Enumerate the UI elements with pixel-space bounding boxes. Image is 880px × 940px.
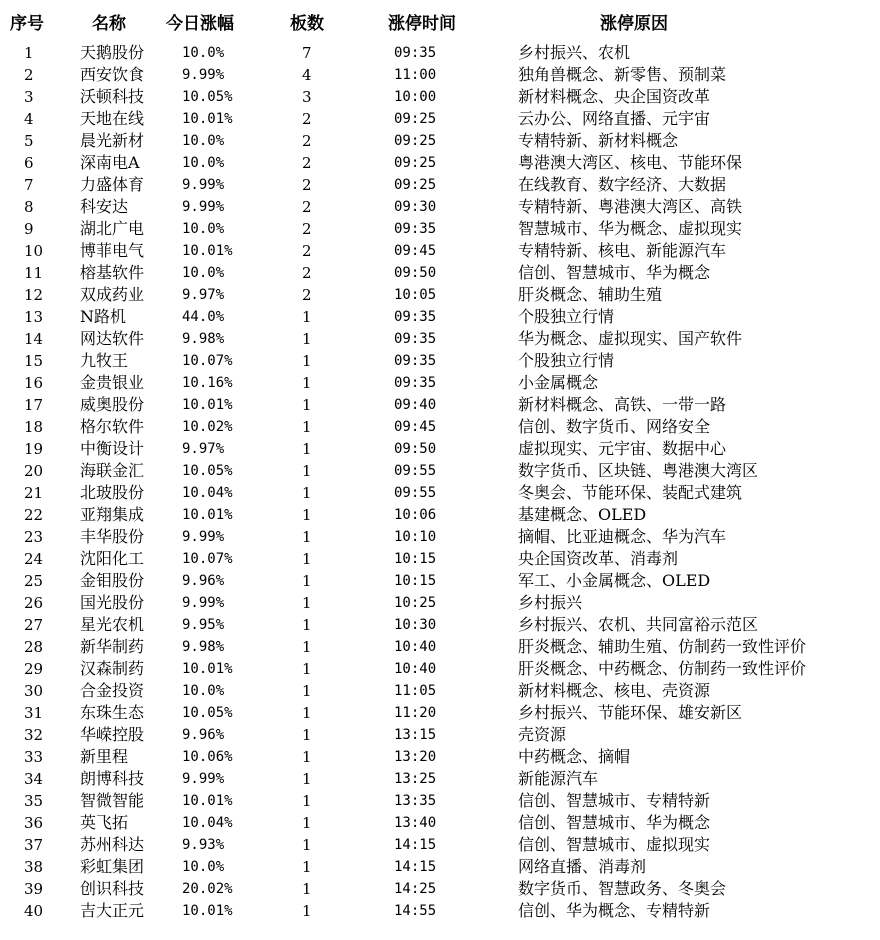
cell-reason: 云办公、网络直播、元宇宙 (518, 109, 711, 128)
cell-change: 10.0% (182, 859, 225, 875)
cell-name: 天鹅股份 (80, 43, 145, 62)
cell-index: 15 (24, 352, 44, 370)
cell-time: 10:10 (394, 529, 437, 545)
cell-time: 09:35 (394, 375, 437, 391)
cell-time: 09:25 (394, 155, 437, 171)
cell-time: 13:20 (394, 749, 437, 765)
cell-boards: 1 (302, 506, 312, 524)
cell-time: 09:35 (394, 309, 437, 325)
table-row (0, 746, 880, 768)
cell-time: 09:45 (394, 243, 437, 259)
cell-reason: 基建概念、OLED (518, 505, 647, 524)
cell-reason: 壳资源 (518, 725, 567, 744)
table-row (0, 152, 880, 174)
cell-index: 40 (24, 902, 44, 920)
cell-index: 36 (24, 814, 44, 832)
cell-index: 12 (24, 286, 44, 304)
cell-time: 10:30 (394, 617, 437, 633)
cell-change: 9.97% (182, 441, 225, 457)
cell-change: 9.96% (182, 727, 225, 743)
cell-name: 新华制药 (80, 637, 145, 656)
cell-reason: 华为概念、虚拟现实、国产软件 (518, 329, 743, 348)
cell-boards: 2 (302, 264, 312, 282)
cell-index: 5 (24, 132, 34, 150)
table-row (0, 570, 880, 592)
cell-change: 44.0% (182, 309, 225, 325)
cell-index: 30 (24, 682, 44, 700)
cell-boards: 1 (302, 638, 312, 656)
cell-time: 14:25 (394, 881, 437, 897)
table-row (0, 438, 880, 460)
cell-index: 9 (24, 220, 34, 238)
cell-reason: 新材料概念、高铁、一带一路 (518, 395, 727, 414)
cell-time: 09:50 (394, 265, 437, 281)
cell-change: 9.99% (182, 771, 225, 787)
cell-change: 10.01% (182, 243, 233, 259)
cell-name: 博菲电气 (80, 241, 145, 260)
cell-reason: 冬奥会、节能环保、装配式建筑 (518, 483, 743, 502)
cell-index: 32 (24, 726, 44, 744)
cell-index: 35 (24, 792, 44, 810)
cell-boards: 1 (302, 770, 312, 788)
cell-reason: 在线教育、数字经济、大数据 (518, 175, 727, 194)
cell-reason: 信创、智慧城市、专精特新 (518, 791, 711, 810)
cell-index: 2 (24, 66, 34, 84)
cell-change: 9.95% (182, 617, 225, 633)
cell-change: 10.01% (182, 507, 233, 523)
cell-name: 东珠生态 (80, 703, 145, 722)
cell-reason: 个股独立行情 (518, 351, 615, 370)
cell-boards: 3 (302, 88, 312, 106)
cell-name: 国光股份 (80, 593, 145, 612)
table-row (0, 306, 880, 328)
cell-index: 24 (24, 550, 44, 568)
cell-time: 09:25 (394, 133, 437, 149)
cell-time: 09:30 (394, 199, 437, 215)
cell-reason: 个股独立行情 (518, 307, 615, 326)
cell-time: 09:40 (394, 397, 437, 413)
cell-reason: 央企国资改革、消毒剂 (518, 549, 679, 568)
cell-change: 10.06% (182, 749, 233, 765)
header-name: 名称 (92, 13, 126, 34)
cell-boards: 1 (302, 748, 312, 766)
cell-time: 10:25 (394, 595, 437, 611)
cell-change: 10.02% (182, 419, 233, 435)
cell-time: 10:15 (394, 573, 437, 589)
cell-index: 38 (24, 858, 44, 876)
cell-name: 沃顿科技 (80, 87, 145, 106)
cell-time: 09:55 (394, 485, 437, 501)
cell-name: 创识科技 (80, 879, 145, 898)
table-row (0, 790, 880, 812)
cell-reason: 乡村振兴、节能环保、雄安新区 (518, 703, 743, 722)
cell-name: 网达软件 (80, 329, 145, 348)
cell-boards: 2 (302, 110, 312, 128)
table-row (0, 42, 880, 64)
cell-change: 10.01% (182, 793, 233, 809)
cell-boards: 1 (302, 858, 312, 876)
cell-boards: 1 (302, 440, 312, 458)
header-time: 涨停时间 (388, 13, 456, 34)
cell-change: 9.99% (182, 67, 225, 83)
cell-time: 09:25 (394, 177, 437, 193)
cell-name: 丰华股份 (80, 527, 145, 546)
cell-reason: 信创、数字货币、网络安全 (518, 417, 711, 436)
cell-time: 13:40 (394, 815, 437, 831)
cell-index: 29 (24, 660, 44, 678)
cell-boards: 1 (302, 374, 312, 392)
cell-change: 10.05% (182, 89, 233, 105)
table-row (0, 878, 880, 900)
cell-reason: 信创、智慧城市、华为概念 (518, 263, 711, 282)
cell-change: 20.02% (182, 881, 233, 897)
cell-change: 10.0% (182, 265, 225, 281)
cell-time: 09:35 (394, 45, 437, 61)
cell-index: 4 (24, 110, 34, 128)
cell-change: 10.01% (182, 111, 233, 127)
cell-reason: 信创、智慧城市、华为概念 (518, 813, 711, 832)
cell-index: 22 (24, 506, 44, 524)
cell-change: 9.99% (182, 199, 225, 215)
header-row (0, 0, 880, 42)
cell-boards: 1 (302, 704, 312, 722)
cell-index: 26 (24, 594, 44, 612)
table-row (0, 900, 880, 922)
table-row (0, 614, 880, 636)
table-row (0, 416, 880, 438)
cell-index: 19 (24, 440, 44, 458)
cell-boards: 1 (302, 682, 312, 700)
cell-change: 10.05% (182, 705, 233, 721)
cell-time: 09:35 (394, 331, 437, 347)
table-row (0, 240, 880, 262)
cell-name: 沈阳化工 (80, 549, 145, 568)
cell-change: 10.04% (182, 485, 233, 501)
table-row (0, 460, 880, 482)
cell-reason: 虚拟现实、元宇宙、数据中心 (518, 439, 727, 458)
cell-name: 九牧王 (80, 351, 129, 370)
cell-boards: 1 (302, 902, 312, 920)
cell-time: 10:05 (394, 287, 437, 303)
cell-index: 1 (24, 44, 34, 62)
cell-boards: 7 (302, 44, 312, 62)
cell-reason: 粤港澳大湾区、核电、节能环保 (518, 153, 743, 172)
cell-reason: 专精特新、新材料概念 (518, 131, 679, 150)
table-row (0, 130, 880, 152)
cell-reason: 肝炎概念、中药概念、仿制药一致性评价 (518, 659, 807, 678)
cell-name: 金钼股份 (80, 571, 145, 590)
cell-change: 10.07% (182, 353, 233, 369)
cell-index: 31 (24, 704, 44, 722)
cell-index: 37 (24, 836, 44, 854)
cell-reason: 肝炎概念、辅助生殖 (518, 285, 663, 304)
table-row (0, 702, 880, 724)
cell-reason: 新材料概念、央企国资改革 (518, 87, 711, 106)
cell-time: 10:40 (394, 639, 437, 655)
cell-boards: 1 (302, 726, 312, 744)
cell-index: 6 (24, 154, 34, 172)
cell-time: 13:15 (394, 727, 437, 743)
table-row (0, 328, 880, 350)
table-row (0, 196, 880, 218)
cell-name: 朗博科技 (80, 769, 145, 788)
cell-change: 10.0% (182, 155, 225, 171)
table-row (0, 548, 880, 570)
cell-name: 格尔软件 (80, 417, 145, 436)
cell-time: 14:15 (394, 837, 437, 853)
cell-change: 9.97% (182, 287, 225, 303)
cell-boards: 1 (302, 792, 312, 810)
cell-boards: 1 (302, 836, 312, 854)
cell-boards: 2 (302, 220, 312, 238)
cell-time: 10:15 (394, 551, 437, 567)
cell-name: 深南电A (80, 153, 140, 172)
cell-boards: 1 (302, 572, 312, 590)
cell-name: 吉大正元 (80, 901, 145, 920)
cell-time: 09:45 (394, 419, 437, 435)
cell-reason: 小金属概念 (518, 373, 599, 392)
table-row (0, 394, 880, 416)
cell-boards: 1 (302, 528, 312, 546)
cell-reason: 数字货币、区块链、粤港澳大湾区 (518, 461, 759, 480)
cell-reason: 乡村振兴 (518, 593, 583, 612)
cell-name: 海联金汇 (80, 461, 145, 480)
table-row (0, 680, 880, 702)
table-row (0, 768, 880, 790)
cell-name: 双成药业 (80, 285, 145, 304)
cell-index: 7 (24, 176, 34, 194)
table-row (0, 856, 880, 878)
header-boards: 板数 (290, 13, 324, 34)
cell-boards: 1 (302, 550, 312, 568)
cell-index: 20 (24, 462, 44, 480)
cell-reason: 信创、华为概念、专精特新 (518, 901, 711, 920)
table-row (0, 64, 880, 86)
cell-reason: 新能源汽车 (518, 769, 599, 788)
cell-boards: 1 (302, 814, 312, 832)
cell-change: 10.07% (182, 551, 233, 567)
cell-change: 10.0% (182, 683, 225, 699)
table-row (0, 636, 880, 658)
table-row (0, 108, 880, 130)
cell-change: 10.0% (182, 221, 225, 237)
cell-reason: 专精特新、核电、新能源汽车 (518, 241, 727, 260)
cell-change: 9.99% (182, 177, 225, 193)
cell-index: 21 (24, 484, 44, 502)
cell-name: 晨光新材 (80, 131, 145, 150)
cell-name: 彩虹集团 (80, 857, 145, 876)
cell-time: 13:35 (394, 793, 437, 809)
cell-change: 10.01% (182, 661, 233, 677)
cell-time: 14:15 (394, 859, 437, 875)
table-row (0, 284, 880, 306)
cell-reason: 独角兽概念、新零售、预制菜 (518, 65, 727, 84)
cell-name: 天地在线 (80, 109, 145, 128)
header-reason: 涨停原因 (600, 13, 668, 34)
table-row (0, 658, 880, 680)
cell-index: 11 (24, 264, 44, 282)
cell-name: 威奥股份 (80, 395, 145, 414)
table-row (0, 350, 880, 372)
cell-name: N路机 (80, 307, 127, 326)
table-row (0, 812, 880, 834)
cell-boards: 1 (302, 594, 312, 612)
cell-name: 中衡设计 (80, 439, 145, 458)
cell-index: 8 (24, 198, 34, 216)
cell-index: 28 (24, 638, 44, 656)
cell-change: 10.04% (182, 815, 233, 831)
cell-change: 9.98% (182, 331, 225, 347)
cell-change: 10.16% (182, 375, 233, 391)
table-row (0, 504, 880, 526)
cell-name: 亚翔集成 (80, 505, 145, 524)
cell-time: 14:55 (394, 903, 437, 919)
cell-change: 10.01% (182, 903, 233, 919)
cell-index: 3 (24, 88, 34, 106)
cell-boards: 2 (302, 286, 312, 304)
cell-index: 23 (24, 528, 44, 546)
cell-time: 09:50 (394, 441, 437, 457)
cell-change: 9.98% (182, 639, 225, 655)
cell-reason: 智慧城市、华为概念、虚拟现实 (518, 219, 743, 238)
cell-reason: 网络直播、消毒剂 (518, 857, 647, 876)
cell-boards: 1 (302, 352, 312, 370)
cell-boards: 2 (302, 154, 312, 172)
header-change: 今日涨幅 (166, 13, 234, 34)
cell-reason: 乡村振兴、农机、共同富裕示范区 (518, 615, 759, 634)
cell-boards: 2 (302, 176, 312, 194)
cell-name: 星光农机 (80, 615, 145, 634)
cell-time: 11:05 (394, 683, 437, 699)
cell-boards: 1 (302, 462, 312, 480)
cell-reason: 肝炎概念、辅助生殖、仿制药一致性评价 (518, 637, 807, 656)
table-row (0, 372, 880, 394)
cell-name: 新里程 (80, 747, 129, 766)
cell-boards: 1 (302, 330, 312, 348)
cell-reason: 军工、小金属概念、OLED (518, 571, 711, 590)
cell-name: 汉森制药 (80, 659, 145, 678)
cell-change: 9.93% (182, 837, 225, 853)
table-row (0, 834, 880, 856)
cell-time: 13:25 (394, 771, 437, 787)
cell-reason: 新材料概念、核电、壳资源 (518, 681, 711, 700)
table-row (0, 218, 880, 240)
cell-name: 华嵘控股 (80, 725, 145, 744)
cell-reason: 中药概念、摘帽 (518, 747, 631, 766)
cell-reason: 摘帽、比亚迪概念、华为汽车 (518, 527, 727, 546)
cell-boards: 2 (302, 132, 312, 150)
cell-change: 10.0% (182, 45, 225, 61)
cell-time: 09:35 (394, 353, 437, 369)
cell-name: 榕基软件 (80, 263, 145, 282)
cell-boards: 2 (302, 242, 312, 260)
cell-time: 09:35 (394, 221, 437, 237)
cell-time: 11:20 (394, 705, 437, 721)
cell-name: 北玻股份 (80, 483, 145, 502)
cell-boards: 1 (302, 880, 312, 898)
cell-index: 34 (24, 770, 44, 788)
cell-index: 33 (24, 748, 44, 766)
cell-name: 智微智能 (80, 791, 145, 810)
table-row (0, 482, 880, 504)
table-body (0, 42, 880, 922)
cell-name: 苏州科达 (80, 835, 145, 854)
header-index: 序号 (10, 13, 44, 34)
cell-boards: 1 (302, 418, 312, 436)
cell-boards: 1 (302, 484, 312, 502)
cell-change: 10.0% (182, 133, 225, 149)
cell-change: 9.99% (182, 529, 225, 545)
cell-name: 湖北广电 (80, 219, 145, 238)
table-row (0, 86, 880, 108)
cell-index: 39 (24, 880, 44, 898)
table-row (0, 526, 880, 548)
cell-change: 9.96% (182, 573, 225, 589)
cell-index: 18 (24, 418, 44, 436)
cell-time: 10:06 (394, 507, 437, 523)
cell-name: 英飞拓 (80, 813, 129, 832)
cell-index: 10 (24, 242, 44, 260)
cell-boards: 2 (302, 198, 312, 216)
cell-index: 13 (24, 308, 44, 326)
cell-index: 17 (24, 396, 44, 414)
cell-name: 力盛体育 (80, 175, 145, 194)
table-row (0, 724, 880, 746)
table-row (0, 174, 880, 196)
cell-change: 9.99% (182, 595, 225, 611)
cell-time: 11:00 (394, 67, 437, 83)
cell-name: 西安饮食 (80, 65, 145, 84)
cell-name: 金贵银业 (80, 373, 145, 392)
cell-time: 10:40 (394, 661, 437, 677)
cell-reason: 专精特新、粤港澳大湾区、高铁 (518, 197, 743, 216)
cell-index: 16 (24, 374, 44, 392)
cell-name: 合金投资 (80, 681, 145, 700)
table-row (0, 262, 880, 284)
cell-name: 科安达 (80, 197, 129, 216)
cell-boards: 1 (302, 396, 312, 414)
cell-time: 10:00 (394, 89, 437, 105)
cell-index: 27 (24, 616, 44, 634)
cell-reason: 信创、智慧城市、虚拟现实 (518, 835, 711, 854)
table-header (0, 0, 880, 42)
table-row (0, 592, 880, 614)
cell-change: 10.01% (182, 397, 233, 413)
cell-boards: 1 (302, 308, 312, 326)
cell-reason: 乡村振兴、农机 (518, 43, 631, 62)
cell-boards: 1 (302, 616, 312, 634)
cell-boards: 4 (302, 66, 312, 84)
cell-time: 09:55 (394, 463, 437, 479)
cell-reason: 数字货币、智慧政务、冬奥会 (518, 879, 727, 898)
cell-change: 10.05% (182, 463, 233, 479)
cell-index: 14 (24, 330, 44, 348)
cell-index: 25 (24, 572, 44, 590)
cell-boards: 1 (302, 660, 312, 678)
cell-time: 09:25 (394, 111, 437, 127)
